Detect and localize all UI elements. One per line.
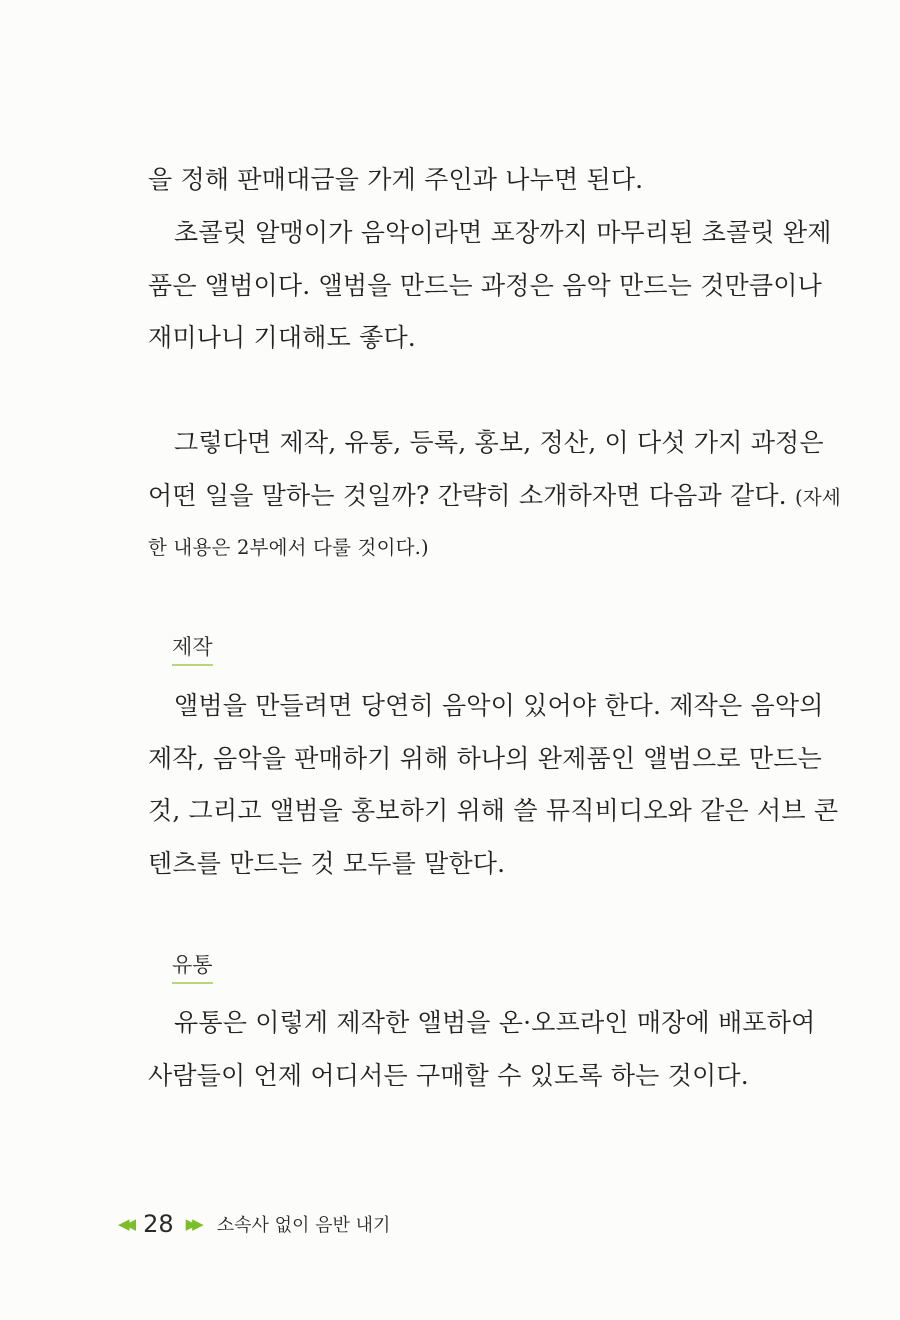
double-triangle-left-icon: ◀◀ [118,1215,132,1233]
section-heading-distribution: 유통 [172,950,213,984]
body-text-line: 을 정해 판매대금을 가게 주인과 나누면 된다. [148,165,644,194]
body-text-line: 제작, 음악을 판매하기 위해 하나의 완제품인 앨범으로 만드는 [148,744,822,773]
parenthetical-note: (자세 [795,486,841,509]
body-text-line: 텐츠를 만드는 것 모두를 말한다. [148,849,506,878]
page-number: 28 [143,1210,174,1238]
double-triangle-right-icon: ▶▶ [185,1215,199,1233]
body-text-line: 사람들이 언제 어디서든 구매할 수 있도록 하는 것이다. [148,1061,749,1090]
body-text-line: 앨범을 만들려면 당연히 음악이 있어야 한다. 제작은 음악의 [174,691,824,720]
section-heading-production: 제작 [172,632,213,666]
body-text-line: 것, 그리고 앨범을 홍보하기 위해 쓸 뮤직비디오와 같은 서브 콘 [148,796,839,825]
body-text-line: 초콜릿 알맹이가 음악이라면 포장까지 마무리된 초콜릿 완제 [174,218,832,247]
parenthetical-note-line: 한 내용은 2부에서 다룰 것이다.) [148,536,429,559]
running-book-title: 소속사 없이 음반 내기 [216,1215,391,1236]
body-text-line: 재미나니 기대해도 좋다. [148,323,416,352]
body-text-line: 유통은 이렇게 제작한 앨범을 온·오프라인 매장에 배포하여 [174,1008,816,1037]
page-footer [118,1208,390,1240]
body-text-line [148,478,841,516]
body-text-line: 품은 앨범이다. 앨범을 만드는 과정은 음악 만드는 것만큼이나 [148,271,822,300]
body-text-segment: 어떤 일을 말하는 것일까? 간략히 소개하자면 다음과 같다. [148,481,787,510]
body-text-line: 그렇다면 제작, 유통, 등록, 홍보, 정산, 이 다섯 가지 과정은 [174,428,824,457]
